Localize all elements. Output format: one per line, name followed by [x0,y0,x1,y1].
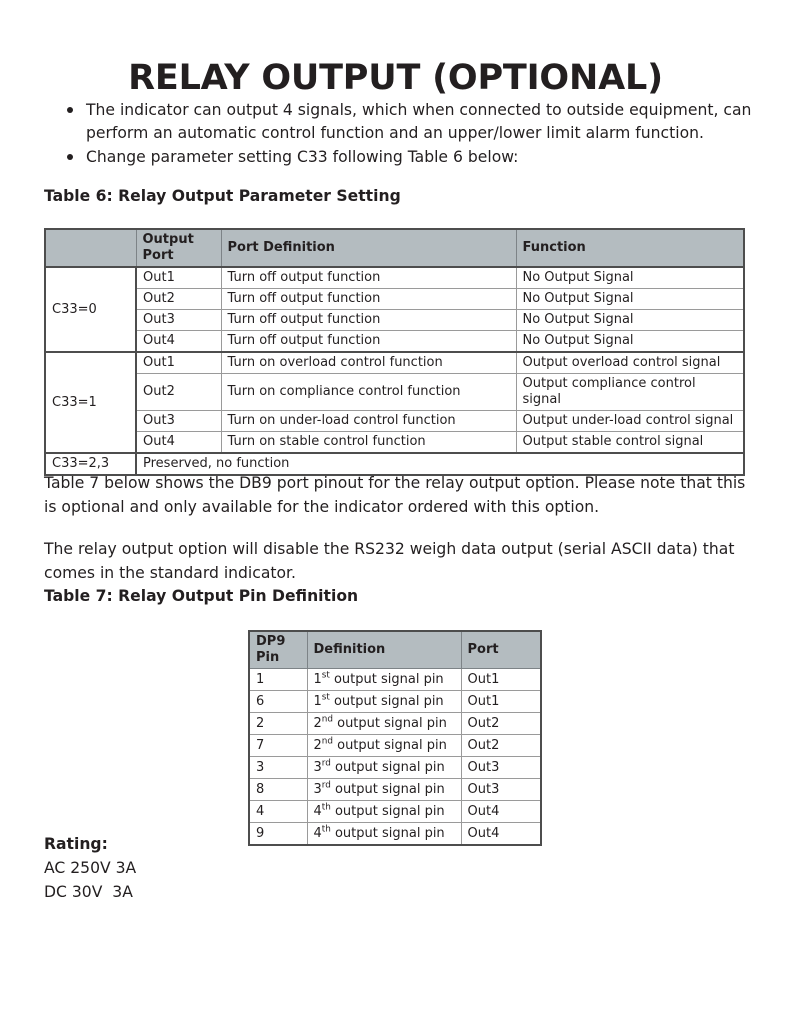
cell-output-port: Out4 [136,331,221,353]
ordinal-number: 4 [313,803,322,819]
ordinal-suffix: rd [321,780,331,791]
ordinal-number: 1 [313,693,322,709]
table-row [45,267,744,289]
ordinal-number: 2 [313,737,322,753]
cell-definition [307,757,461,779]
cell-port: Out1 [461,691,541,713]
table-row [249,669,541,691]
list-item-text: Change parameter setting C33 following Table 6 below: [86,148,519,166]
cell-dp9-pin: 2 [249,713,307,735]
cell-port-definition: Turn off output function [221,310,516,331]
cell-dp9-pin: 4 [249,801,307,823]
cell-definition [307,669,461,691]
cell-output-port: Out3 [136,411,221,432]
table6-heading: Table 6: Relay Output Parameter Setting [44,187,401,205]
cell-port-definition: Turn off output function [221,331,516,353]
relay-output-pin-definition-table [248,630,542,846]
cell-port-definition: Turn off output function [221,289,516,310]
table-row [249,735,541,757]
cell-definition [307,713,461,735]
cell-output-port: Out2 [136,289,221,310]
cell-dp9-pin: 9 [249,823,307,846]
cell-port-definition: Turn on compliance control function [221,374,516,411]
ordinal-suffix: th [321,824,331,835]
ordinal-number: 3 [313,759,322,775]
cell-port: Out2 [461,735,541,757]
rating-line-dc: DC 30V 3A [44,883,133,901]
table7-body [249,669,541,846]
definition-rest: output signal pin [330,803,445,819]
column-header-output-port: Output Port [136,229,221,267]
cell-output-port: Out1 [136,267,221,289]
cell-output-port: Out4 [136,432,221,454]
cell-port: Out3 [461,779,541,801]
cell-output-port: Out1 [136,352,221,374]
cell-port: Out2 [461,713,541,735]
cell-port: Out1 [461,669,541,691]
paragraph-rs232-note: The relay output option will disable the RS232 weigh data output (serial ASCII data) that comes in the standard indicator. [44,539,735,582]
cell-definition [307,735,461,757]
cell-dp9-pin: 8 [249,779,307,801]
cell-port: Out3 [461,757,541,779]
intro-bullet-list [62,99,752,170]
table-row [249,823,541,846]
table-row [249,757,541,779]
ordinal-number: 3 [313,781,322,797]
table-row [249,713,541,735]
relay-output-parameter-table [44,228,745,476]
paragraph-db9-pinout: Table 7 below shows the DB9 port pinout for the relay output option. Please note that this is optional and only available for the indicator ordered with this option. [44,473,746,516]
list-item [62,99,752,145]
group-label-c33-2-3: C33=2,3 [45,453,136,475]
cell-output-port: Out3 [136,310,221,331]
definition-rest: output signal pin [330,759,445,775]
ordinal-suffix: st [321,692,330,703]
ordinal-suffix: nd [321,714,333,725]
cell-definition [307,779,461,801]
cell-preserved-note: Preserved, no function [136,453,744,475]
rating-line-ac: AC 250V 3A [44,859,137,877]
table-row [249,801,541,823]
ordinal-number: 1 [313,671,322,687]
group-label-c33-0: C33=0 [45,267,136,352]
cell-function: Output under-load control signal [516,411,744,432]
definition-rest: output signal pin [332,737,447,753]
cell-dp9-pin: 1 [249,669,307,691]
list-item [62,146,752,169]
ordinal-suffix: st [321,670,330,681]
cell-function: Output stable control signal [516,432,744,454]
cell-definition [307,691,461,713]
table-row [249,691,541,713]
cell-function: No Output Signal [516,310,744,331]
definition-rest: output signal pin [330,825,445,841]
cell-function: No Output Signal [516,267,744,289]
cell-dp9-pin: 7 [249,735,307,757]
table-row [45,374,744,411]
cell-dp9-pin: 3 [249,757,307,779]
table-row [45,331,744,353]
definition-rest: output signal pin [332,715,447,731]
cell-definition [307,823,461,846]
definition-rest: output signal pin [329,693,444,709]
cell-output-port: Out2 [136,374,221,411]
cell-port-definition: Turn on stable control function [221,432,516,454]
ordinal-suffix: rd [321,758,331,769]
ordinal-suffix: nd [321,736,333,747]
bullet-dot-icon [67,154,73,160]
table-row [45,411,744,432]
ordinal-number: 2 [313,715,322,731]
group-label-c33-1: C33=1 [45,352,136,453]
table7-heading: Table 7: Relay Output Pin Definition [44,587,359,605]
list-item-text: The indicator can output 4 signals, which when connected to outside equipment, can perform an automatic control function and an upper/lower limit alarm function. [86,101,752,142]
cell-function: No Output Signal [516,331,744,353]
table-row [45,352,744,374]
column-header-port-definition: Port Definition [221,229,516,267]
rating-block [44,832,136,904]
column-header-function: Function [516,229,744,267]
cell-definition [307,801,461,823]
rating-label: Rating: [44,835,108,853]
cell-dp9-pin: 6 [249,691,307,713]
cell-port-definition: Turn off output function [221,267,516,289]
column-header-definition: Definition [307,631,461,669]
table-row [45,432,744,454]
column-header-dp9-pin: DP9 Pin [249,631,307,669]
table-row [45,310,744,331]
table-row [249,779,541,801]
cell-port-definition: Turn on under-load control function [221,411,516,432]
cell-port: Out4 [461,801,541,823]
cell-function: Output overload control signal [516,352,744,374]
cell-port-definition: Turn on overload control function [221,352,516,374]
column-header-port: Port [461,631,541,669]
table-row [45,289,744,310]
cell-function: Output compliance control signal [516,374,744,411]
table-header-row [45,229,744,267]
table-header-row [249,631,541,669]
ordinal-suffix: th [321,802,331,813]
cell-port: Out4 [461,823,541,846]
page-title: RELAY OUTPUT (OPTIONAL) [128,58,663,99]
definition-rest: output signal pin [330,781,445,797]
bullet-dot-icon [67,107,73,113]
ordinal-number: 4 [313,825,322,841]
column-header-group [45,229,136,267]
cell-function: No Output Signal [516,289,744,310]
definition-rest: output signal pin [329,671,444,687]
